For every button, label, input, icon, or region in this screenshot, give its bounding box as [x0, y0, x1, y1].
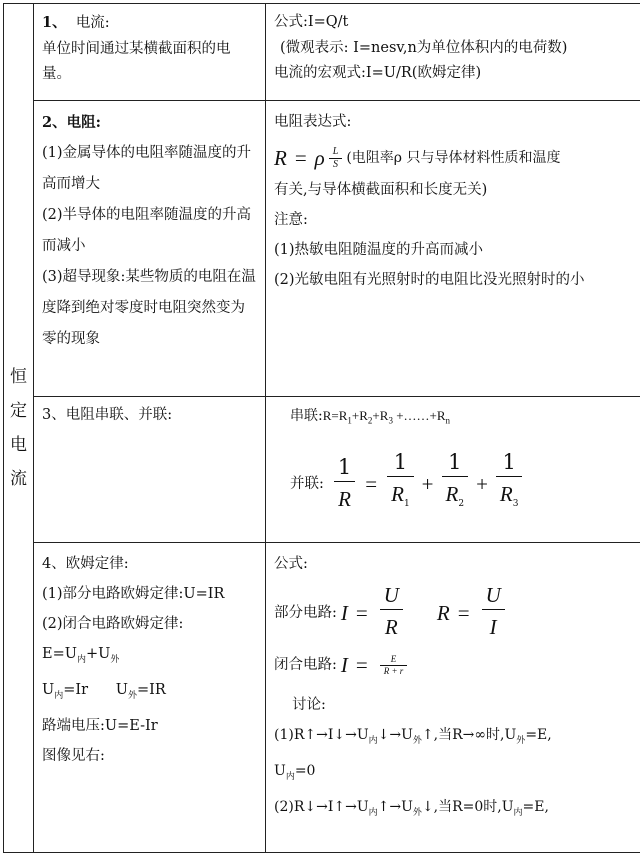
discuss-item-1: [274, 720, 635, 756]
var-i: I: [341, 598, 348, 628]
resistance-item: (1)金属导体的电阻率随温度的升高而增大: [42, 138, 257, 200]
frac-num: U: [482, 581, 505, 609]
parallel-frac-2: [442, 448, 469, 521]
eq-part: U: [116, 682, 128, 698]
ohm-right-cell: [266, 543, 640, 853]
current-right-cell: [266, 4, 640, 101]
plus: +: [422, 472, 434, 498]
eq-part: E=U: [42, 646, 77, 662]
formula-note-cont: 有关,与导体横截面积和长度无关): [274, 175, 635, 205]
series-sub: n: [446, 416, 451, 426]
frac-sub: 2: [458, 499, 464, 509]
frac-sub: 1: [404, 499, 410, 509]
frac-u-over-r: [380, 581, 403, 644]
eq-sub: 外: [128, 691, 137, 701]
discuss-heading: 讨论:: [274, 690, 635, 720]
ohm-eq-voltages: [42, 675, 257, 711]
series-sub: 3: [388, 416, 393, 426]
resistance-left-cell: [34, 101, 266, 397]
discuss-text: ↑,当R→∞时,U: [422, 727, 516, 743]
frac-num: E: [380, 654, 408, 665]
frac-den: R: [500, 482, 513, 506]
notes-table: [3, 3, 640, 853]
current-macro-formula: 电流的宏观式:I=U/R(欧姆定律): [274, 61, 635, 87]
discuss-sub: 外: [413, 807, 422, 817]
discuss-text: ↑→U: [378, 799, 413, 815]
current-definition: 单位时间通过某横截面积的电量。: [42, 37, 257, 88]
eq-sub: 内: [77, 655, 86, 665]
current-number: 1、: [42, 14, 67, 31]
closed-label: 闭合电路:: [274, 650, 337, 680]
ohm-graph-note: 图像见右:: [42, 741, 257, 771]
frac-den: R: [334, 481, 355, 516]
discuss-sub: 内: [286, 772, 295, 782]
resistance-formula: [274, 143, 635, 173]
formula-rho: ρ: [315, 143, 325, 173]
row-ohms-law: [4, 543, 640, 853]
equals: =: [356, 598, 368, 628]
var-r: R: [437, 598, 450, 628]
ohm-left-cell: [34, 543, 266, 853]
discuss-text: (1)R↑→I↓→U: [274, 727, 369, 743]
discuss-text: ↓→U: [378, 727, 413, 743]
series-right-cell: [266, 397, 640, 543]
resistance-title: 2、电阻:: [42, 107, 257, 138]
current-title: 电流:: [76, 15, 110, 31]
ohm-eq-emf: [42, 639, 257, 675]
formula-denominator: S: [329, 158, 343, 171]
frac-u-over-i: [482, 581, 505, 644]
discuss-sub: 外: [413, 736, 422, 746]
row-current: [4, 4, 640, 101]
frac-e-over-rr: [380, 654, 408, 677]
plus: +: [476, 472, 488, 498]
discuss-text: =E,: [523, 799, 549, 815]
ohm-title: 4、欧姆定律:: [42, 549, 257, 579]
closed-circuit-formula: [274, 650, 635, 680]
eq-part: U: [42, 682, 54, 698]
discuss-text: =E,: [525, 727, 551, 743]
side-char: 恒: [4, 360, 33, 394]
discuss-sub: 内: [369, 736, 378, 746]
discuss-text: U: [274, 763, 286, 779]
ohm-terminal-voltage: 路端电压:U=E-Ir: [42, 711, 257, 741]
discuss-item-2: [274, 792, 635, 828]
frac-den: R + r: [380, 665, 408, 677]
eq-part: =IR: [137, 682, 166, 698]
equals: =: [365, 472, 377, 498]
frac-sub: 3: [513, 499, 519, 509]
ohm-item-text: (1)部分电路欧姆定律:U=IR: [42, 586, 224, 602]
frac-num: 1: [334, 453, 355, 481]
frac-num: 1: [496, 448, 523, 476]
equals: =: [356, 650, 368, 680]
series-part: +R: [372, 408, 388, 423]
frac-num: 1: [387, 448, 414, 476]
parallel-label: 并联:: [290, 472, 324, 498]
discuss-text: (2)R↓→I↑→U: [274, 799, 369, 815]
series-label: 串联:: [290, 408, 323, 424]
series-sub: 1: [347, 416, 352, 426]
formula-note: (电阻率ρ 只与导体材料性质和温度: [346, 143, 560, 173]
eq-part: =Ir: [63, 682, 88, 698]
side-label-cell: [4, 4, 34, 853]
parallel-frac-3: [496, 448, 523, 521]
current-left-cell: [34, 4, 266, 101]
frac-den: I: [482, 609, 505, 644]
series-part: R=R: [323, 408, 348, 423]
eq-sub: 外: [110, 655, 119, 665]
var-i: I: [341, 650, 348, 680]
frac-num: 1: [442, 448, 469, 476]
discuss-text: =0: [295, 763, 316, 779]
resistance-item: (3)超导现象:某些物质的电阻在温度降到绝对零度时电阻突然变为零的现象: [42, 262, 257, 355]
equals: =: [458, 598, 470, 628]
resistance-item: (2)半导体的电阻率随温度的升高而减小: [42, 200, 257, 262]
parallel-frac-total: [334, 453, 355, 516]
side-char: 定: [4, 394, 33, 428]
formula-numerator: L: [329, 146, 343, 158]
eq-part: +U: [86, 646, 110, 662]
resistance-right-cell: [266, 101, 640, 397]
partial-circuit-formula: [274, 581, 635, 644]
resistance-formula-heading: 电阻表达式:: [274, 107, 635, 137]
discuss-sub: 内: [514, 807, 523, 817]
discuss-text: ↓,当R=0时,U: [422, 799, 514, 815]
partial-label: 部分电路:: [274, 598, 337, 628]
series-formula: [290, 403, 635, 434]
parallel-formula: [290, 448, 635, 521]
current-micro-formula: (微观表示: I=nesv,n为单位体积内的电荷数): [274, 36, 635, 62]
ohm-item: [42, 579, 257, 609]
series-sub: 2: [368, 416, 373, 426]
series-part: +……+R: [393, 408, 446, 423]
parallel-frac-1: [387, 448, 414, 521]
frac-den: R: [380, 609, 403, 644]
row-resistance: [4, 101, 640, 397]
discuss-item-1-cont: [274, 756, 635, 792]
note-heading: 注意:: [274, 205, 635, 235]
note-item: (2)光敏电阻有光照射时的电阻比没光照射时的小: [274, 265, 635, 295]
frac-den: R: [446, 482, 459, 506]
discuss-sub: 外: [516, 736, 525, 746]
eq-sub: 内: [54, 691, 63, 701]
current-formula: 公式:I=Q/t: [274, 10, 635, 36]
note-item: (1)热敏电阻随温度的升高而减小: [274, 235, 635, 265]
series-title: 3、电阻串联、并联:: [42, 403, 257, 429]
side-char: 电: [4, 428, 33, 462]
ohm-item: (2)闭合电路欧姆定律:: [42, 609, 257, 639]
side-char: 流: [4, 462, 33, 496]
formula-equals: =: [295, 143, 307, 173]
frac-den: R: [391, 482, 404, 506]
discuss-sub: 内: [369, 807, 378, 817]
series-part: +R: [352, 408, 368, 423]
formula-r: R: [274, 143, 287, 173]
series-left-cell: [34, 397, 266, 543]
ohm-formula-heading: 公式:: [274, 549, 635, 579]
formula-fraction: [329, 146, 343, 171]
frac-num: U: [380, 581, 403, 609]
row-series-parallel: [4, 397, 640, 543]
